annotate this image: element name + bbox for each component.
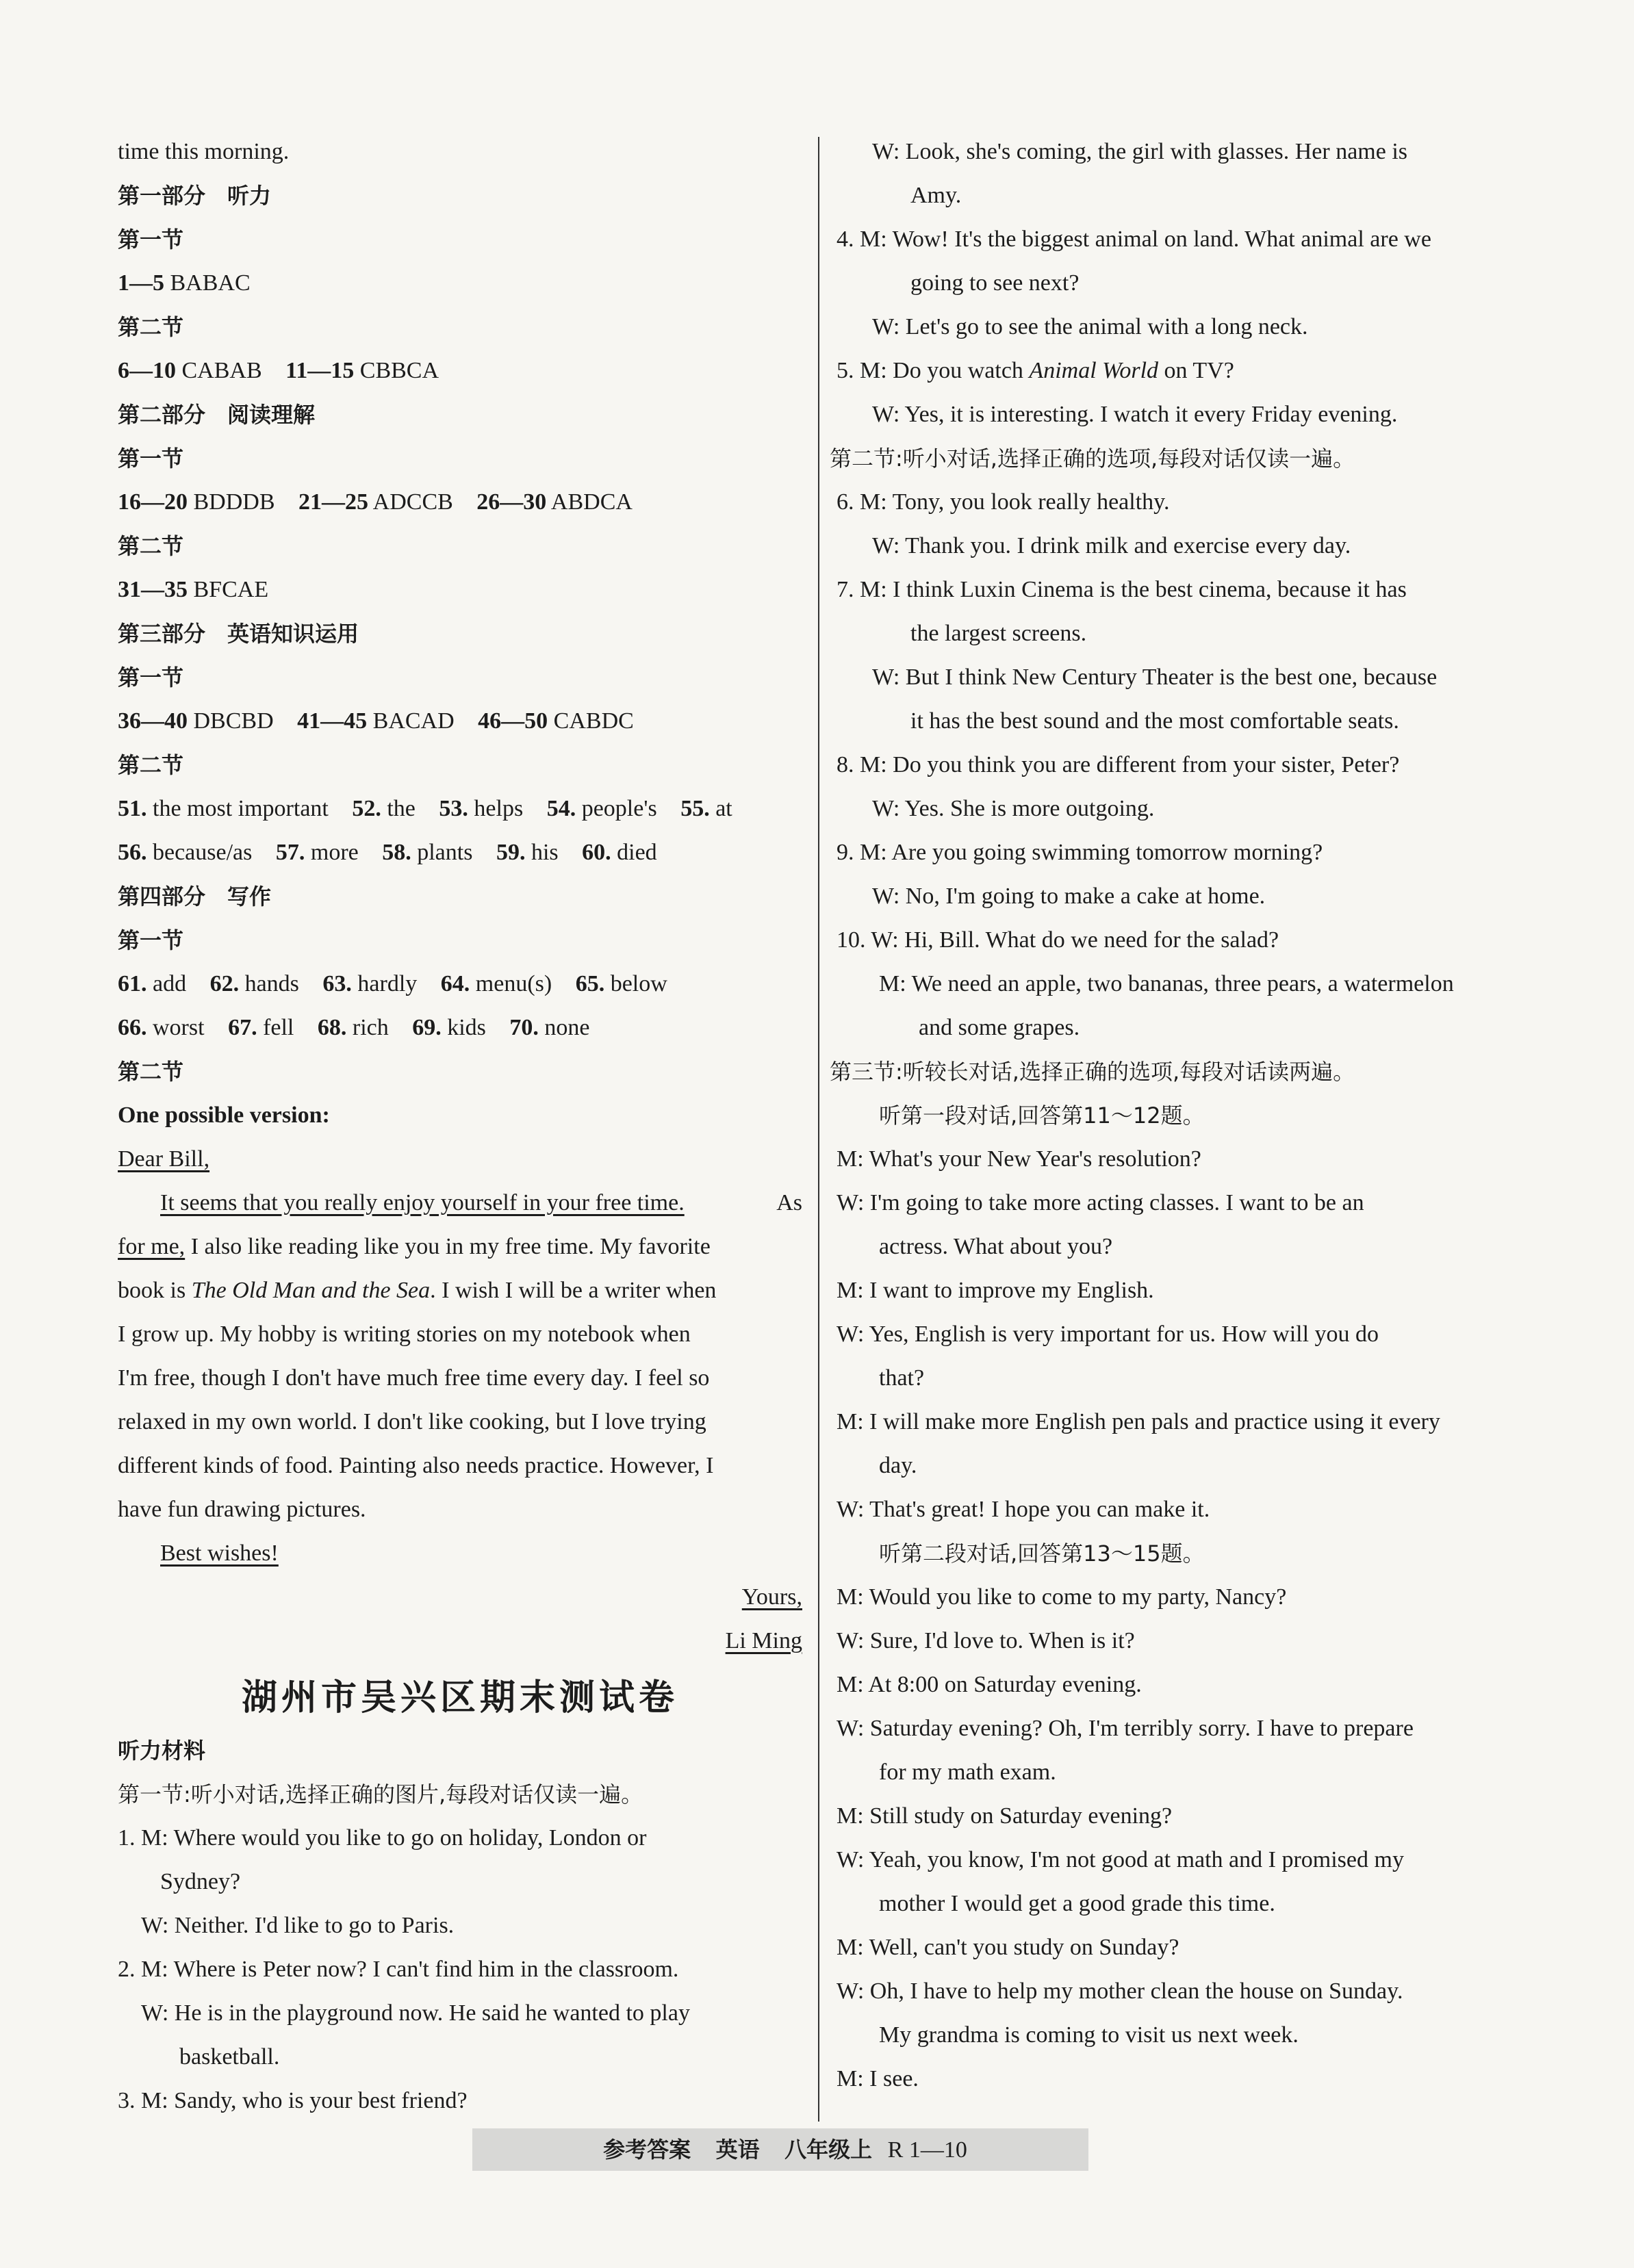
- dialogue-line: M: Still study on Saturday evening?: [837, 1803, 1173, 1829]
- essay-line: I grow up. My hobby is writing stories on my notebook when: [118, 1322, 691, 1347]
- answer-word: people's: [581, 796, 657, 821]
- section-heading: 听力材料: [118, 1738, 206, 1764]
- essay-text: As: [776, 1190, 802, 1215]
- answer-word: died: [617, 840, 657, 865]
- answer-word: worst: [153, 1015, 205, 1040]
- answer-word: menu(s): [475, 971, 552, 996]
- column-divider: [818, 137, 819, 2122]
- left-column: [118, 130, 802, 2123]
- dialogue-line: M: What's your New Year's resolution?: [837, 1146, 1201, 1172]
- question-number: 66.: [118, 1015, 147, 1040]
- dialogue-line: 4. M: Wow! It's the biggest animal on land. What animal are we: [837, 227, 1431, 252]
- question-number: 59.: [496, 840, 526, 865]
- dialogue-line: the largest screens.: [910, 621, 1087, 646]
- essay-underlined-text: It seems that you really enjoy yourself in your free time.: [160, 1190, 685, 1215]
- essay-signature-text: Li Ming: [725, 1628, 802, 1653]
- question-number: 61.: [118, 971, 147, 996]
- answer-line: [118, 568, 802, 612]
- answer-word: the: [387, 796, 416, 821]
- essay-signature: [118, 1619, 802, 1663]
- essay-line: [118, 1269, 802, 1313]
- answer-word: fell: [263, 1015, 294, 1040]
- question-number: 56.: [118, 840, 147, 865]
- dialogue-line: W: Sure, I'd love to. When is it?: [837, 1628, 1135, 1653]
- text-line: time this morning.: [118, 139, 290, 164]
- instruction-line: 听第一段对话,回答第11～12题。: [879, 1103, 1205, 1129]
- answer-line: [118, 1006, 802, 1050]
- dialogue-line: 10. W: Hi, Bill. What do we need for the salad?: [837, 927, 1279, 953]
- answers: BACAD: [372, 708, 455, 734]
- essay-signoff-text: Yours,: [741, 1584, 802, 1610]
- dialogue-line: and some grapes.: [919, 1015, 1080, 1040]
- answer-word: none: [544, 1015, 590, 1040]
- answers: CABDC: [553, 708, 634, 734]
- answer-line: [118, 787, 802, 831]
- answer-word: his: [531, 840, 559, 865]
- instruction-line: 听第二段对话,回答第13～15题。: [879, 1541, 1205, 1567]
- answers: BDDDB: [193, 489, 275, 515]
- question-range: 6—10: [118, 358, 176, 383]
- question-number: 55.: [680, 796, 710, 821]
- dialogue-line: actress. What about you?: [879, 1234, 1113, 1259]
- dialogue-line: My grandma is coming to visit us next week.: [879, 2022, 1299, 2048]
- question-range: 21—25: [298, 489, 369, 515]
- question-number: 51.: [118, 796, 147, 821]
- dialogue-line: day.: [879, 1453, 917, 1478]
- question-number: 54.: [546, 796, 576, 821]
- dialogue-line: mother I would get a good grade this time.: [879, 1891, 1275, 1916]
- section-heading: 第一节: [118, 227, 184, 253]
- question-range: 16—20: [118, 489, 188, 515]
- essay-line: have fun drawing pictures.: [118, 1497, 366, 1522]
- dialogue-line: M: I see.: [837, 2066, 919, 2091]
- question-number: 60.: [582, 840, 611, 865]
- dialogue-line: 8. M: Do you think you are different from your sister, Peter?: [837, 752, 1400, 777]
- dialogue-line: W: No, I'm going to make a cake at home.: [872, 884, 1266, 909]
- essay-closing: [118, 1532, 802, 1575]
- essay-line: [118, 1225, 802, 1269]
- question-range: 11—15: [285, 358, 355, 383]
- dialogue-line: that?: [879, 1365, 925, 1391]
- answers: DBCBD: [193, 708, 274, 734]
- dialogue-line: it has the best sound and the most comfortable seats.: [910, 708, 1399, 734]
- dialogue-line: 7. M: I think Luxin Cinema is the best cinema, because it has: [837, 577, 1407, 602]
- answer-word: the most important: [153, 796, 329, 821]
- question-range: 46—50: [478, 708, 548, 734]
- answers: ADCCB: [372, 489, 453, 515]
- dialogue-line: for my math exam.: [879, 1760, 1056, 1785]
- section-heading: 第二节: [118, 1059, 184, 1085]
- section-heading: 第一节: [118, 927, 184, 953]
- question-range: 1—5: [118, 270, 164, 296]
- section-heading: 第一节: [118, 665, 184, 691]
- essay-line: relaxed in my own world. I don't like cooking, but I love trying: [118, 1409, 706, 1434]
- dialogue-line: M: At 8:00 on Saturday evening.: [837, 1672, 1142, 1697]
- essay-text: book is: [118, 1278, 186, 1303]
- answer-line: [118, 480, 802, 524]
- dialogue-line: 1. M: Where would you like to go on holiday, London or: [118, 1825, 647, 1851]
- dialogue-line: M: We need an apple, two bananas, three pears, a watermelon: [879, 971, 1454, 996]
- question-number: 57.: [275, 840, 305, 865]
- answer-word: below: [610, 971, 667, 996]
- essay-text: I also like reading like you in my free time. My favorite: [190, 1234, 711, 1259]
- answer-word: hands: [244, 971, 299, 996]
- question-number: 67.: [228, 1015, 257, 1040]
- answers: ABDCA: [550, 489, 633, 515]
- right-column: [830, 130, 1521, 2101]
- answer-line: [118, 962, 802, 1006]
- question-number: 53.: [439, 796, 468, 821]
- answer-word: kids: [447, 1015, 486, 1040]
- dialogue-line: W: Oh, I have to help my mother clean the house on Sunday.: [837, 1979, 1403, 2004]
- dialogue-line: 3. M: Sandy, who is your best friend?: [118, 2088, 468, 2113]
- answers: CABAB: [181, 358, 262, 383]
- dialogue-line: W: Yes. She is more outgoing.: [872, 796, 1155, 821]
- answers: BABAC: [170, 270, 251, 296]
- section-heading: 第二节: [118, 314, 184, 340]
- answer-word: plants: [417, 840, 473, 865]
- essay-label: One possible version:: [118, 1103, 330, 1128]
- dialogue-line: W: Yes, English is very important for us. How will you do: [837, 1322, 1379, 1347]
- dialogue-line: M: Would you like to come to my party, Nancy?: [837, 1584, 1287, 1610]
- question-range: 31—35: [118, 577, 188, 602]
- essay-signoff: [118, 1575, 802, 1619]
- answer-word: hardly: [357, 971, 418, 996]
- essay-line: different kinds of food. Painting also needs practice. However, I: [118, 1453, 714, 1478]
- essay-greeting: Dear Bill,: [118, 1146, 210, 1172]
- dialogue-text: 5. M: Do you watch: [837, 358, 1023, 383]
- question-range: 26—30: [476, 489, 547, 515]
- page-number: 1—10: [908, 2137, 967, 2163]
- answer-word: helps: [474, 796, 524, 821]
- program-title: Animal World: [1029, 358, 1159, 383]
- dialogue-line: W: But I think New Century Theater is the best one, because: [872, 665, 1438, 690]
- dialogue-line: going to see next?: [910, 270, 1080, 296]
- answers: BFCAE: [193, 577, 269, 602]
- instruction-line: 第一节:听小对话,选择正确的图片,每段对话仅读一遍。: [118, 1781, 643, 1807]
- part-heading: 第二部分 阅读理解: [118, 402, 316, 428]
- section-heading: 第一节: [118, 446, 184, 472]
- footer-subject: 英语: [715, 2137, 760, 2163]
- essay-line: I'm free, though I don't have much free time every day. I feel so: [118, 1365, 710, 1391]
- instruction-line: 第二节:听小对话,选择正确的选项,每段对话仅读一遍。: [830, 446, 1355, 472]
- page-footer: [472, 2128, 1088, 2171]
- dialogue-line: W: Look, she's coming, the girl with glasses. Her name is: [872, 139, 1407, 164]
- answer-line: [118, 261, 802, 305]
- dialogue-line: W: He is in the playground now. He said he wanted to play: [141, 2000, 690, 2026]
- section-heading: 第二节: [118, 533, 184, 559]
- question-number: 58.: [382, 840, 411, 865]
- dialogue-line: M: Well, can't you study on Sunday?: [837, 1935, 1179, 1960]
- answer-line: [118, 699, 802, 743]
- part-heading: 第一部分 听力: [118, 183, 272, 209]
- question-range: 41—45: [297, 708, 368, 734]
- question-number: 52.: [352, 796, 381, 821]
- exam-title: 湖州市吴兴区期末测试卷: [241, 1677, 678, 1718]
- section-heading: 第二节: [118, 752, 184, 778]
- question-number: 65.: [575, 971, 605, 996]
- answer-word: because/as: [153, 840, 253, 865]
- dialogue-line: W: Yes, it is interesting. I watch it every Friday evening.: [872, 402, 1398, 427]
- dialogue-line: Amy.: [910, 183, 962, 208]
- answer-line: [118, 349, 802, 393]
- answers: CBBCA: [359, 358, 439, 383]
- question-number: 64.: [440, 971, 470, 996]
- answer-word: more: [310, 840, 359, 865]
- essay-underlined-text: for me,: [118, 1234, 186, 1259]
- dialogue-line: basketball.: [179, 2044, 280, 2070]
- footer-label: 参考答案: [603, 2137, 691, 2163]
- answer-word: rich: [352, 1015, 389, 1040]
- answer-word: add: [153, 971, 187, 996]
- dialogue-line: W: Let's go to see the animal with a long neck.: [872, 314, 1308, 339]
- question-number: 70.: [509, 1015, 539, 1040]
- dialogue-line: W: That's great! I hope you can make it.: [837, 1497, 1210, 1522]
- dialogue-line: W: Saturday evening? Oh, I'm terribly sorry. I have to prepare: [837, 1716, 1414, 1741]
- essay-text: . I wish I will be a writer when: [430, 1278, 717, 1303]
- question-number: 62.: [209, 971, 240, 996]
- dialogue-line: 9. M: Are you going swimming tomorrow morning?: [837, 840, 1323, 865]
- question-number: 63.: [322, 971, 352, 996]
- question-number: 68.: [317, 1015, 347, 1040]
- footer-grade: 八年级上: [784, 2137, 873, 2163]
- answer-line: [118, 831, 802, 875]
- footer-edition: R: [887, 2137, 904, 2163]
- dialogue-line: Sydney?: [160, 1869, 241, 1894]
- essay-line: [118, 1181, 802, 1225]
- dialogue-line: M: I want to improve my English.: [837, 1278, 1154, 1303]
- dialogue-line: [837, 349, 1521, 393]
- dialogue-line: W: Yeah, you know, I'm not good at math and I promised my: [837, 1847, 1404, 1872]
- dialogue-text: on TV?: [1164, 358, 1234, 383]
- dialogue-line: M: I will make more English pen pals and practice using it every: [837, 1409, 1440, 1434]
- part-heading: 第四部分 写作: [118, 884, 272, 910]
- part-heading: 第三部分 英语知识运用: [118, 621, 359, 647]
- dialogue-line: W: Neither. I'd like to go to Paris.: [141, 1913, 455, 1938]
- dialogue-line: W: Thank you. I drink milk and exercise every day.: [872, 533, 1351, 558]
- answer-word: at: [715, 796, 732, 821]
- dialogue-line: W: I'm going to take more acting classes. I want to be an: [837, 1190, 1364, 1215]
- book-title: The Old Man and the Sea: [191, 1278, 431, 1303]
- instruction-line: 第三节:听较长对话,选择正确的选项,每段对话读两遍。: [830, 1059, 1355, 1085]
- question-number: 69.: [412, 1015, 442, 1040]
- dialogue-line: 2. M: Where is Peter now? I can't find him in the classroom.: [118, 1957, 679, 1982]
- dialogue-line: 6. M: Tony, you look really healthy.: [837, 489, 1170, 515]
- essay-closing-text: Best wishes!: [160, 1541, 279, 1566]
- question-range: 36—40: [118, 708, 188, 734]
